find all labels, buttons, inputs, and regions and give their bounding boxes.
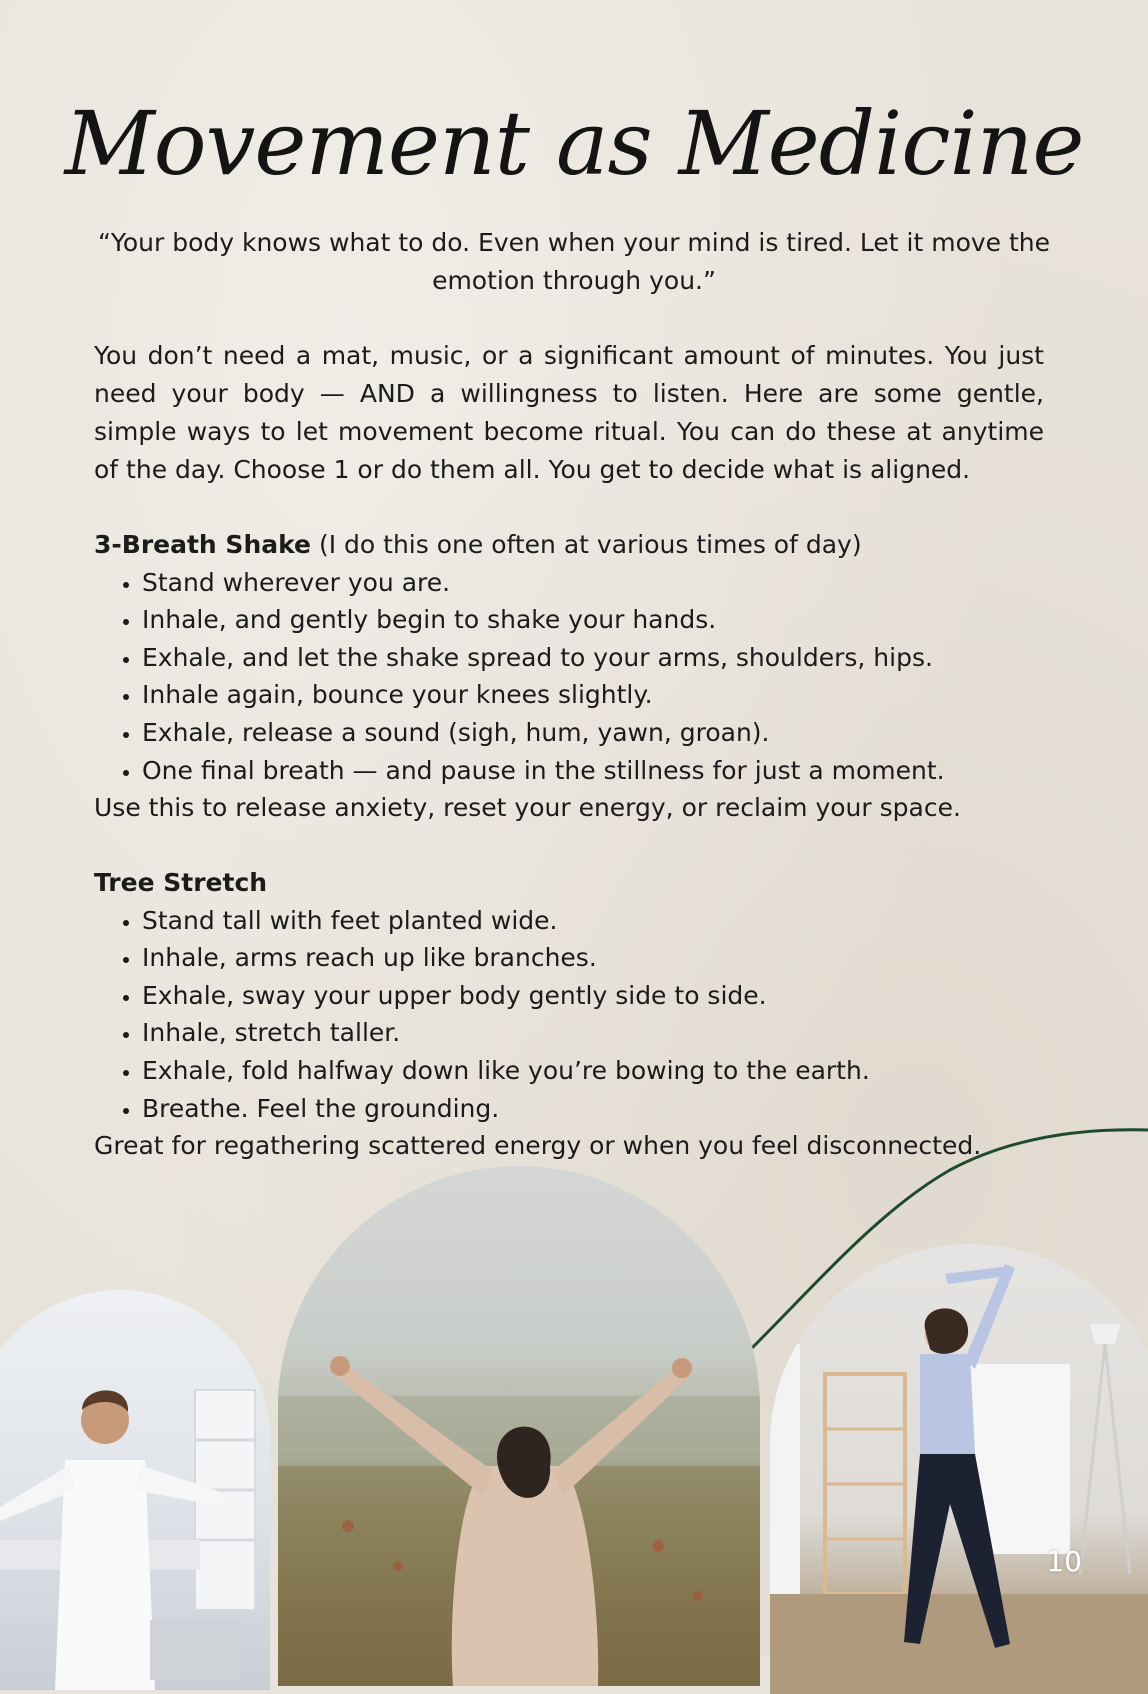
intro-paragraph: You don’t need a mat, music, or a significant amount of minutes. You just need your body — AND a willingness to listen. Here are some gentle, simple ways to let movement become ritual. You can do these at anytime of the day. Choose 1 or do them all. You get to decide what is aligned.: [94, 341, 1044, 484]
section-note: (I do this one often at various times of day): [311, 530, 862, 559]
list-item: • Inhale, and gently begin to shake your hands.: [142, 601, 1054, 639]
photo-woman-arms-raised-field: [278, 1166, 760, 1686]
list-item: • Exhale, and let the shake spread to your arms, shoulders, hips.: [142, 639, 1054, 677]
list-item: • Exhale, fold halfway down like you’re bowing to the earth.: [142, 1052, 1054, 1090]
list-item: • Exhale, sway your upper body gently side to side.: [142, 977, 1054, 1015]
list-item: • Inhale again, bounce your knees slightly.: [142, 676, 1054, 714]
section-title: 3-Breath Shake: [94, 530, 312, 559]
list-item: • Exhale, release a sound (sigh, hum, yawn, groan).: [142, 714, 1054, 752]
list-item: • Inhale, arms reach up like branches.: [142, 939, 1054, 977]
list-item: • Stand tall with feet planted wide.: [142, 902, 1054, 940]
page-title: Movement as Medicine: [64, 92, 1084, 195]
photo-woman-stretching-arms: [0, 1290, 270, 1690]
section-3-breath-shake: [94, 526, 1054, 827]
section-closing: Great for regathering scattered energy or when you feel disconnected.: [94, 1131, 982, 1161]
list-item: • One final breath — and pause in the stillness for just a moment.: [142, 752, 1054, 790]
section-heading: [94, 526, 1054, 564]
section-closing: Use this to release anxiety, reset your energy, or reclaim your space.: [94, 793, 961, 823]
list-item: • Stand wherever you are.: [142, 564, 1054, 602]
section-heading: [94, 864, 1054, 902]
steps-list: [94, 564, 1054, 790]
intro-quote: “Your body knows what to do. Even when your mind is tired. Let it move the emotion through you.”: [97, 228, 1051, 295]
photo-woman-side-stretch-office: [770, 1244, 1148, 1694]
section-title: Tree Stretch: [94, 868, 268, 897]
list-item: • Inhale, stretch taller.: [142, 1014, 1054, 1052]
steps-list: [94, 902, 1054, 1128]
page-number: 10: [1046, 1545, 1082, 1578]
list-item: • Breathe. Feel the grounding.: [142, 1090, 1054, 1128]
